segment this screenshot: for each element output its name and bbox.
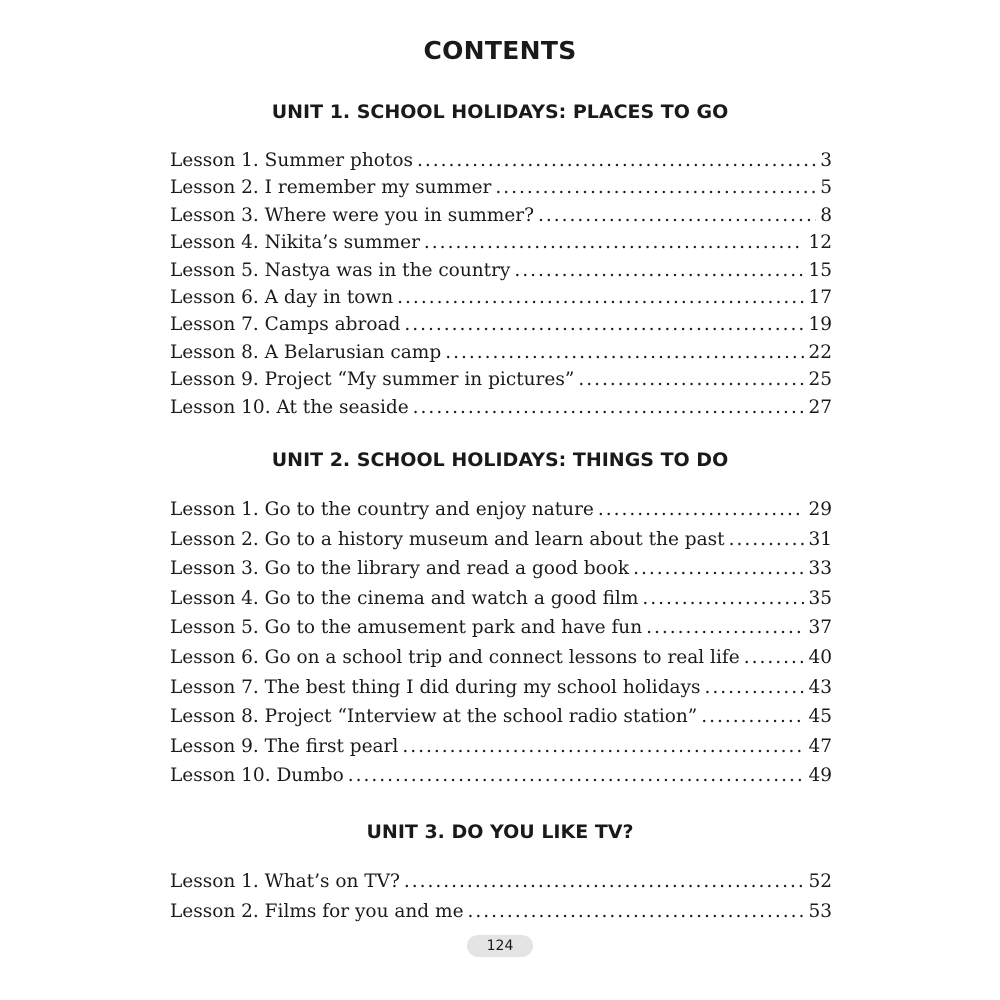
lesson-title: Lesson 7. Camps abroad — [170, 314, 401, 336]
dot-leader — [445, 339, 804, 366]
lesson-title: Lesson 4. Go to the cinema and watch a good film — [170, 587, 639, 609]
dot-leader — [348, 761, 805, 791]
toc-entry[interactable] — [170, 673, 832, 703]
page-ref: 5 — [820, 177, 832, 199]
toc-entry[interactable] — [170, 761, 832, 791]
page-number-badge: 124 — [467, 935, 533, 957]
lesson-title: Lesson 6. A day in town — [170, 286, 394, 308]
lesson-title: Lesson 2. Films for you and me — [170, 900, 464, 922]
lesson-title: Lesson 9. The first pearl — [170, 735, 399, 757]
page-ref: 49 — [808, 765, 832, 787]
toc-entry[interactable] — [170, 339, 832, 366]
lesson-title: Lesson 2. Go to a history museum and learn about the past — [170, 528, 725, 550]
dot-leader — [424, 229, 805, 256]
page-ref: 47 — [808, 735, 832, 757]
dot-leader — [413, 394, 805, 421]
toc-entry[interactable] — [170, 702, 832, 732]
toc-entry[interactable] — [170, 584, 832, 614]
lesson-title: Lesson 8. Project “Interview at the school radio station” — [170, 706, 698, 728]
lesson-title: Lesson 2. I remember my summer — [170, 177, 492, 199]
lesson-title: Lesson 10. Dumbo — [170, 765, 344, 787]
dot-leader — [701, 702, 804, 732]
dot-leader — [598, 495, 805, 525]
page-ref: 52 — [808, 871, 832, 892]
lesson-title: Lesson 1. What’s on TV? — [170, 871, 400, 892]
lesson-title: Lesson 7. The best thing I did during my school holidays — [170, 676, 701, 698]
page-ref: 25 — [808, 369, 832, 391]
toc-entry[interactable] — [170, 174, 832, 201]
page-ref: 22 — [808, 341, 832, 363]
toc-entry[interactable] — [170, 366, 832, 393]
unit-3-lesson-list — [170, 867, 832, 926]
page-ref: 12 — [808, 232, 832, 254]
page-ref: 19 — [808, 314, 832, 336]
page-ref: 53 — [808, 900, 832, 922]
toc-entry[interactable] — [170, 202, 832, 229]
lesson-title: Lesson 5. Go to the amusement park and have fun — [170, 617, 643, 639]
toc-entry[interactable] — [170, 311, 832, 338]
page-ref: 3 — [820, 150, 832, 171]
dot-leader — [514, 257, 804, 284]
dot-leader — [646, 613, 804, 643]
lesson-title: Lesson 1. Go to the country and enjoy nature — [170, 499, 594, 520]
dot-leader — [417, 147, 816, 174]
page-ref: 15 — [808, 259, 832, 281]
toc-entry[interactable] — [170, 394, 832, 421]
dot-leader — [744, 643, 805, 673]
unit-1-heading: UNIT 1. SCHOOL HOLIDAYS: PLACES TO GO — [271, 101, 729, 123]
toc-entry[interactable] — [170, 525, 832, 555]
dot-leader — [538, 202, 816, 229]
page-ref: 31 — [808, 528, 832, 550]
toc-entry[interactable] — [170, 554, 832, 584]
page-ref: 35 — [808, 587, 832, 609]
lesson-title: Lesson 4. Nikita’s summer — [170, 232, 420, 254]
lesson-title: Lesson 9. Project “My summer in pictures” — [170, 369, 575, 391]
unit-1-lesson-list — [170, 147, 832, 421]
lesson-title: Lesson 10. At the seaside — [170, 396, 409, 418]
lesson-title: Lesson 1. Summer photos — [170, 150, 413, 171]
unit-3-heading: UNIT 3. DO YOU LIKE TV? — [366, 821, 634, 843]
page-ref: 8 — [820, 204, 832, 226]
toc-entry[interactable] — [170, 732, 832, 762]
toc-entry[interactable] — [170, 284, 832, 311]
dot-leader — [468, 897, 805, 927]
page-ref: 37 — [808, 617, 832, 639]
dot-leader — [402, 732, 804, 762]
dot-leader — [404, 311, 804, 338]
lesson-title: Lesson 3. Where were you in summer? — [170, 204, 534, 226]
dot-leader — [495, 174, 816, 201]
page-ref: 45 — [808, 706, 832, 728]
lesson-title: Lesson 3. Go to the library and read a good book — [170, 558, 630, 580]
toc-entry[interactable] — [170, 495, 832, 525]
lesson-title: Lesson 8. A Belarusian camp — [170, 341, 442, 363]
dot-leader — [729, 525, 805, 555]
page-ref: 33 — [808, 558, 832, 580]
toc-entry[interactable] — [170, 897, 832, 927]
lesson-title: Lesson 6. Go on a school trip and connect lessons to real life — [170, 646, 740, 668]
toc-entry[interactable] — [170, 613, 832, 643]
toc-entry[interactable] — [170, 229, 832, 256]
lesson-title: Lesson 5. Nastya was in the country — [170, 259, 511, 281]
dot-leader — [578, 366, 804, 393]
page-title: CONTENTS — [423, 36, 577, 65]
page-ref: 17 — [808, 286, 832, 308]
dot-leader — [642, 584, 804, 614]
unit-2-lesson-list — [170, 495, 832, 791]
dot-leader — [397, 284, 804, 311]
toc-entry[interactable] — [170, 643, 832, 673]
page-ref: 40 — [808, 646, 832, 668]
unit-2-heading: UNIT 2. SCHOOL HOLIDAYS: THINGS TO DO — [271, 449, 729, 471]
toc-entry[interactable] — [170, 867, 832, 897]
page-ref: 29 — [808, 499, 832, 520]
dot-leader — [705, 673, 805, 703]
page-ref: 27 — [808, 396, 832, 418]
toc-entry[interactable] — [170, 257, 832, 284]
page-ref: 43 — [808, 676, 832, 698]
dot-leader — [404, 867, 805, 897]
dot-leader — [633, 554, 804, 584]
toc-entry[interactable] — [170, 147, 832, 174]
